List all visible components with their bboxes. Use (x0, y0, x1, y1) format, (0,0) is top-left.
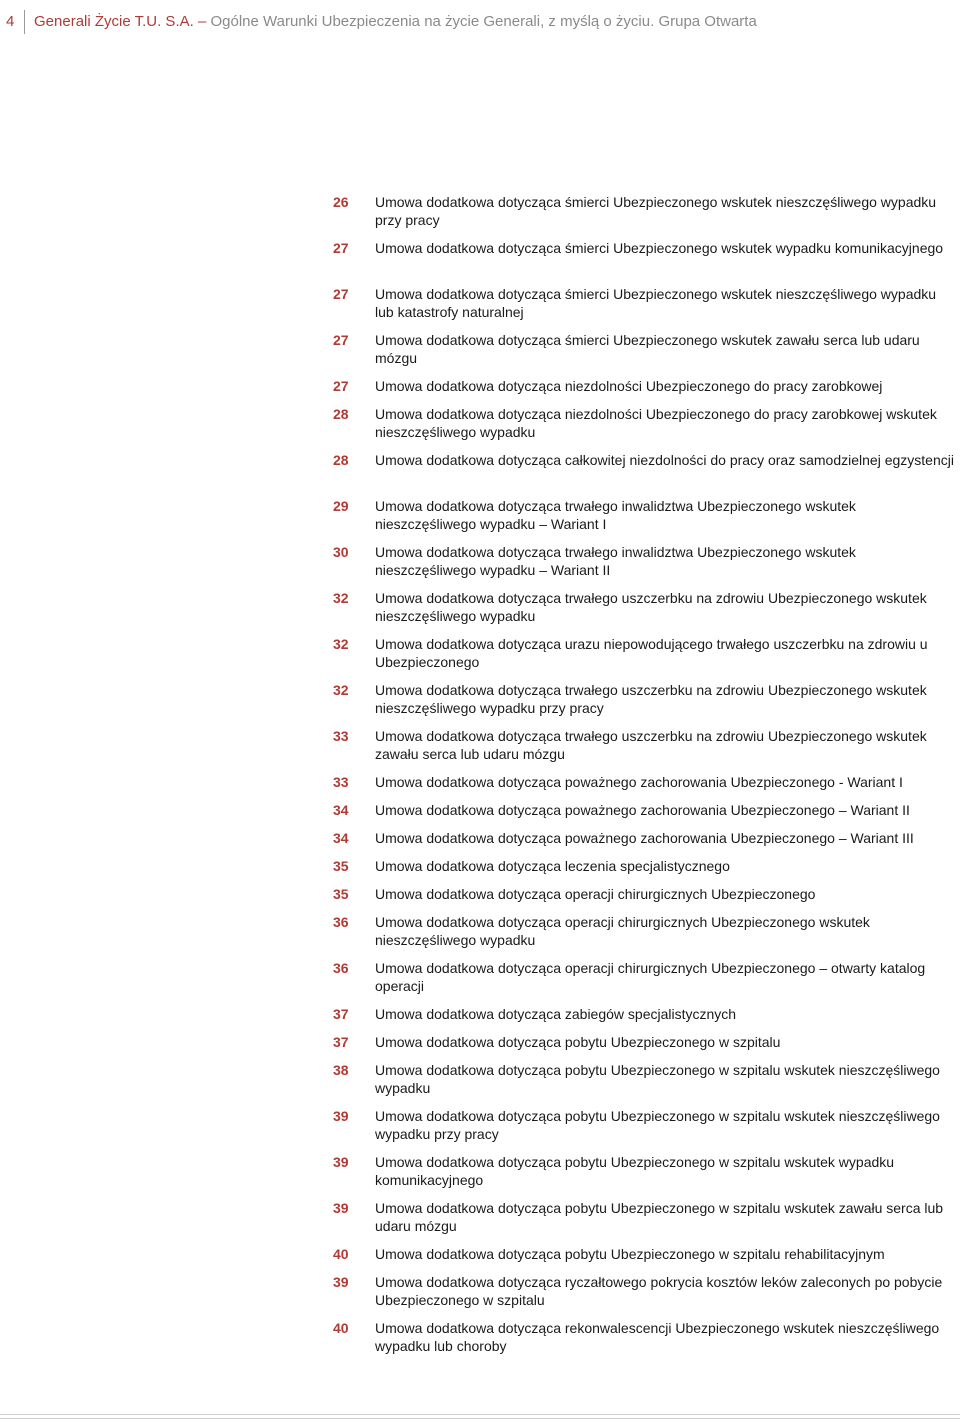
toc-entry (0, 635, 960, 681)
toc-entry-title: Umowa dodatkowa dotycząca trwałego inwalidztwa Ubezpieczonego wskutek nieszczęśliwego wypadku – Wariant II (375, 544, 856, 578)
toc-entry (0, 405, 960, 451)
footer-rule-secondary (0, 1418, 960, 1419)
document-title: Ogólne Warunki Ubezpieczenia na życie Generali, z myślą o życiu. Grupa Otwarta (210, 13, 757, 30)
toc-entry-title: Umowa dodatkowa dotycząca niezdolności Ubezpieczonego do pracy zarobkowej (375, 378, 883, 394)
toc-entry (0, 589, 960, 635)
toc-page-number: 28 (333, 452, 349, 468)
toc-entry-title: Umowa dodatkowa dotycząca śmierci Ubezpieczonego wskutek nieszczęśliwego wypadku przy pracy (375, 194, 937, 228)
toc-entry-title: Umowa dodatkowa dotycząca urazu niepowodującego trwałego uszczerbku na zdrowiu u Ubezpieczonego (375, 636, 928, 670)
toc-entry (0, 285, 960, 331)
toc-entry (0, 829, 960, 857)
toc-entry-title: Umowa dodatkowa dotycząca zabiegów specjalistycznych (375, 1006, 737, 1022)
footer-rule (0, 1414, 960, 1415)
toc-entry (0, 885, 960, 913)
toc-entry-title: Umowa dodatkowa dotycząca poważnego zachorowania Ubezpieczonego – Wariant II (375, 802, 910, 818)
toc-page-number: 26 (333, 194, 349, 210)
toc-entry (0, 451, 960, 497)
table-of-contents (0, 193, 960, 1365)
toc-entry-title: Umowa dodatkowa dotycząca śmierci Ubezpieczonego wskutek zawału serca lub udaru mózgu (375, 332, 920, 366)
toc-entry-title: Umowa dodatkowa dotycząca operacji chirurgicznych Ubezpieczonego – otwarty katalog operacji (375, 960, 926, 994)
toc-entry-title: Umowa dodatkowa dotycząca operacji chirurgicznych Ubezpieczonego wskutek nieszczęśliwego wypadku (375, 914, 870, 948)
toc-entry-title: Umowa dodatkowa dotycząca pobytu Ubezpieczonego w szpitalu (375, 1034, 781, 1050)
toc-entry (0, 1005, 960, 1033)
toc-page-number: 39 (333, 1274, 349, 1290)
toc-page-number: 32 (333, 590, 349, 606)
toc-entry-title: Umowa dodatkowa dotycząca trwałego uszczerbku na zdrowiu Ubezpieczonego wskutek nieszczęśliwego wypadku (375, 590, 927, 624)
toc-entry (0, 377, 960, 405)
toc-page-number: 27 (333, 240, 349, 256)
company-name: Generali Życie T.U. S.A. (34, 13, 194, 30)
toc-page-number: 33 (333, 774, 349, 790)
toc-entry (0, 1107, 960, 1153)
running-header (34, 13, 757, 30)
toc-page-number: 40 (333, 1320, 349, 1336)
toc-entry (0, 801, 960, 829)
toc-entry-title: Umowa dodatkowa dotycząca śmierci Ubezpieczonego wskutek nieszczęśliwego wypadku lub katastrofy naturalnej (375, 286, 937, 320)
toc-entry (0, 1273, 960, 1319)
header-divider (24, 10, 25, 34)
toc-page-number: 33 (333, 728, 349, 744)
toc-page-number: 39 (333, 1108, 349, 1124)
toc-page-number: 40 (333, 1246, 349, 1262)
toc-page-number: 34 (333, 830, 349, 846)
toc-page-number: 36 (333, 914, 349, 930)
toc-entry (0, 543, 960, 589)
toc-entry-title: Umowa dodatkowa dotycząca trwałego inwalidztwa Ubezpieczonego wskutek nieszczęśliwego wypadku – Wariant I (375, 498, 856, 532)
toc-entry (0, 959, 960, 1005)
toc-entry (0, 913, 960, 959)
toc-entry (0, 1033, 960, 1061)
toc-entry (0, 857, 960, 885)
toc-entry-title: Umowa dodatkowa dotycząca poważnego zachorowania Ubezpieczonego - Wariant I (375, 774, 903, 790)
toc-entry (0, 1319, 960, 1365)
toc-entry (0, 1153, 960, 1199)
toc-entry (0, 193, 960, 239)
toc-page-number: 30 (333, 544, 349, 560)
toc-entry (0, 1245, 960, 1273)
toc-entry-title: Umowa dodatkowa dotycząca trwałego uszczerbku na zdrowiu Ubezpieczonego wskutek zawału serca lub udaru mózgu (375, 728, 927, 762)
toc-page-number: 27 (333, 332, 349, 348)
toc-entry-title: Umowa dodatkowa dotycząca poważnego zachorowania Ubezpieczonego – Wariant III (375, 830, 914, 846)
toc-page-number: 36 (333, 960, 349, 976)
toc-page-number: 37 (333, 1034, 349, 1050)
toc-entry-title: Umowa dodatkowa dotycząca operacji chirurgicznych Ubezpieczonego (375, 886, 816, 902)
toc-page-number: 27 (333, 378, 349, 394)
toc-entry-title: Umowa dodatkowa dotycząca trwałego uszczerbku na zdrowiu Ubezpieczonego wskutek nieszczęśliwego wypadku przy pracy (375, 682, 927, 716)
toc-entry-title: Umowa dodatkowa dotycząca ryczałtowego pokrycia kosztów leków zaleconych po pobycie Ubezpieczonego w szpitalu (375, 1274, 943, 1308)
toc-page-number: 35 (333, 886, 349, 902)
toc-page-number: 35 (333, 858, 349, 874)
toc-page-number: 32 (333, 636, 349, 652)
toc-entry-title: Umowa dodatkowa dotycząca niezdolności Ubezpieczonego do pracy zarobkowej wskutek nieszczęśliwego wypadku (375, 406, 937, 440)
toc-entry (0, 1199, 960, 1245)
toc-entry (0, 773, 960, 801)
toc-entry (0, 681, 960, 727)
toc-page-number: 39 (333, 1154, 349, 1170)
toc-entry (0, 1061, 960, 1107)
toc-page-number: 37 (333, 1006, 349, 1022)
toc-page-number: 32 (333, 682, 349, 698)
toc-entry-title: Umowa dodatkowa dotycząca leczenia specjalistycznego (375, 858, 730, 874)
toc-page-number: 28 (333, 406, 349, 422)
toc-entry-title: Umowa dodatkowa dotycząca pobytu Ubezpieczonego w szpitalu wskutek nieszczęśliwego wypadku przy pracy (375, 1108, 940, 1142)
header-dash: – (197, 13, 207, 30)
toc-entry-title: Umowa dodatkowa dotycząca śmierci Ubezpieczonego wskutek wypadku komunikacyjnego (375, 240, 944, 256)
page-number: 4 (6, 13, 15, 30)
toc-entry-title: Umowa dodatkowa dotycząca pobytu Ubezpieczonego w szpitalu wskutek wypadku komunikacyjnego (375, 1154, 895, 1188)
toc-entry-title: Umowa dodatkowa dotycząca pobytu Ubezpieczonego w szpitalu wskutek zawału serca lub udaru mózgu (375, 1200, 944, 1234)
toc-page-number: 39 (333, 1200, 349, 1216)
page-header (0, 0, 960, 40)
toc-entry (0, 239, 960, 285)
toc-entry (0, 331, 960, 377)
toc-entry-title: Umowa dodatkowa dotycząca rekonwalescencji Ubezpieczonego wskutek nieszczęśliwego wypadku lub choroby (375, 1320, 940, 1354)
toc-entry (0, 727, 960, 773)
toc-page-number: 29 (333, 498, 349, 514)
toc-page-number: 27 (333, 286, 349, 302)
toc-entry-title: Umowa dodatkowa dotycząca pobytu Ubezpieczonego w szpitalu rehabilitacyjnym (375, 1246, 885, 1262)
toc-page-number: 34 (333, 802, 349, 818)
toc-entry-title: Umowa dodatkowa dotycząca pobytu Ubezpieczonego w szpitalu wskutek nieszczęśliwego wypadku (375, 1062, 940, 1096)
toc-entry-title: Umowa dodatkowa dotycząca całkowitej niezdolności do pracy oraz samodzielnej egzystencji (375, 452, 954, 468)
toc-entry (0, 497, 960, 543)
toc-page-number: 38 (333, 1062, 349, 1078)
